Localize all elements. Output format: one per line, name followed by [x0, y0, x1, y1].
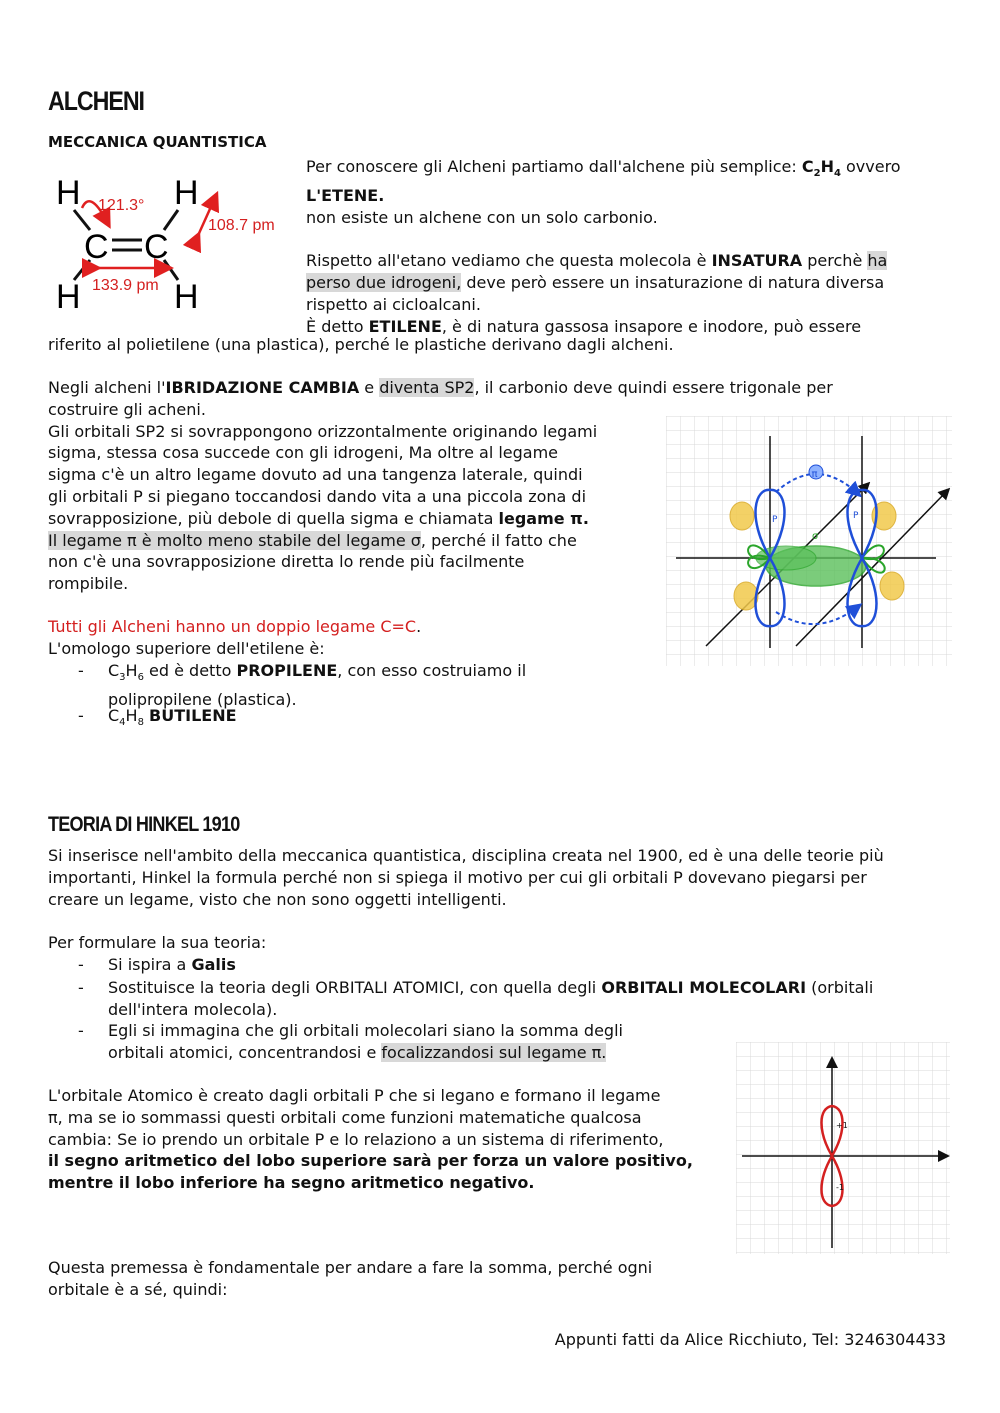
- atom-h-top-right: H: [174, 174, 199, 212]
- atom-c-left: C: [84, 228, 109, 266]
- minus-label: -1: [836, 1183, 844, 1192]
- ch-bond-top-left: [74, 210, 90, 230]
- angle-label: 121.3°: [98, 197, 145, 214]
- homolog-line: L'omologo superiore dell'etilene è:: [48, 639, 325, 658]
- list-item-butylene: - $C_4H_8$ BUTILENE: [78, 706, 237, 729]
- closing-paragraph: Questa premessa è fondamentale per andare a fare la somma, perché ogni orbitale è a sé, quindi:: [48, 1258, 653, 1299]
- pi-label: π: [811, 469, 818, 480]
- p-label-left: P: [772, 515, 778, 525]
- section-subtitle: MECCANICA QUANTISTICA: [48, 133, 267, 151]
- list-item-propylene: - $C_3H_6$ ed è detto PROPILENE, con esso costruiamo il polipropilene (plastica).: [78, 661, 527, 709]
- page-title: ALCHENI: [48, 86, 144, 116]
- ch-bond-top-right: [164, 210, 178, 230]
- alkenes-red-note: Tutti gli Alcheni hanno un doppio legame C=C.: [48, 617, 422, 636]
- pi-bond-orbital-figure: [666, 416, 952, 666]
- hinkel-intro: Si inserisce nell'ambito della meccanica quantistica, disciplina creata nel 1900, ed è una delle teorie più importanti, Hinkel la formula perché non si spiega il motivo per cui gli orbitali P dovevano piegarsi per creare un legame, visto che non sono oggetti intelligenti. Per formulare la sua teoria:: [48, 846, 884, 953]
- hinkel-bullet-2: - Sostituisce la teoria degli ORBITALI ATOMICI, con quella degli ORBITALI MOLECOLARI (orbitali dell'intera molecola).: [78, 978, 874, 1019]
- hinkel-heading: TEORIA DI HINKEL 1910: [48, 813, 240, 836]
- plus-label: +1: [836, 1121, 848, 1130]
- atom-c-right: C: [144, 228, 169, 266]
- intro-paragraph: Per conoscere gli Alcheni partiamo dall'alchene più semplice: $C_2H_4$ ovvero L'ETENE. non esiste un alchene con un solo carbonio. Rispetto all'etano vediamo che questa molecola è INSATURA perchè ha perso due idrogeni, deve però essere un insaturazione di natura diversa rispetto ai cicloalcani. È detto ETILENE, è di natura gassosa insapore e inodore, può essere: [306, 157, 901, 336]
- p-orbital-sign-figure: [736, 1042, 950, 1254]
- hybridization-paragraph: Negli alcheni l'IBRIDAZIONE CAMBIA e diventa SP2, il carbonio deve quindi essere trigonale per costruire gli acheni. Gli orbitali SP2 si sovrappongono orizzontalmente originando legami sigma, stessa cosa succede con gli idrogeni, Ma oltre al legame sigma c'è un altro legame dovuto ad una tangenza laterale, quindi gli orbitali P si piegano toccandosi dando vita a una piccola zona di sovrapposizione, più debole di quella sigma e chiamata legame π. Il legame π è molto meno stabile del legame σ, perché il fatto che non c'è una sovrapposizione diretta lo rende più facilmente rompibile.: [48, 378, 833, 594]
- orbital-sign-paragraph: L'orbitale Atomico è creato dagli orbitali P che si legano e formano il legame π, ma se io sommassi questi orbitali come funzioni matematiche qualcosa cambia: Se io prendo un orbitale P e lo relaziono a un sistema di riferimento, il segno aritmetico del lobo superiore sarà per forza un valore positivo, mentre il lobo inferiore ha segno aritmetico negativo.: [48, 1086, 693, 1193]
- atom-h-bottom-left: H: [56, 278, 81, 316]
- sigma-label: σ: [812, 531, 819, 542]
- cc-length-label: 133.9 pm: [92, 277, 159, 294]
- atom-h-bottom-right: H: [174, 278, 199, 316]
- hinkel-bullet-1: - Si ispira a Galis: [78, 955, 236, 974]
- ch-length-label: 108.7 pm: [208, 217, 275, 234]
- hinkel-bullet-3: - Egli si immagina che gli orbitali molecolari siano la somma degli orbitali atomici, concentrandosi e focalizzandosi sul legame π.: [78, 1021, 623, 1062]
- ethene-structure-diagram: [48, 170, 298, 320]
- atom-h-top-left: H: [56, 174, 81, 212]
- p-label-right: P: [853, 511, 859, 521]
- intro-paragraph-end: riferito al polietilene (una plastica), perché le plastiche derivano dagli alcheni.: [48, 335, 674, 354]
- footer-credit: Appunti fatti da Alice Ricchiuto, Tel: 3246304433: [554, 1330, 946, 1349]
